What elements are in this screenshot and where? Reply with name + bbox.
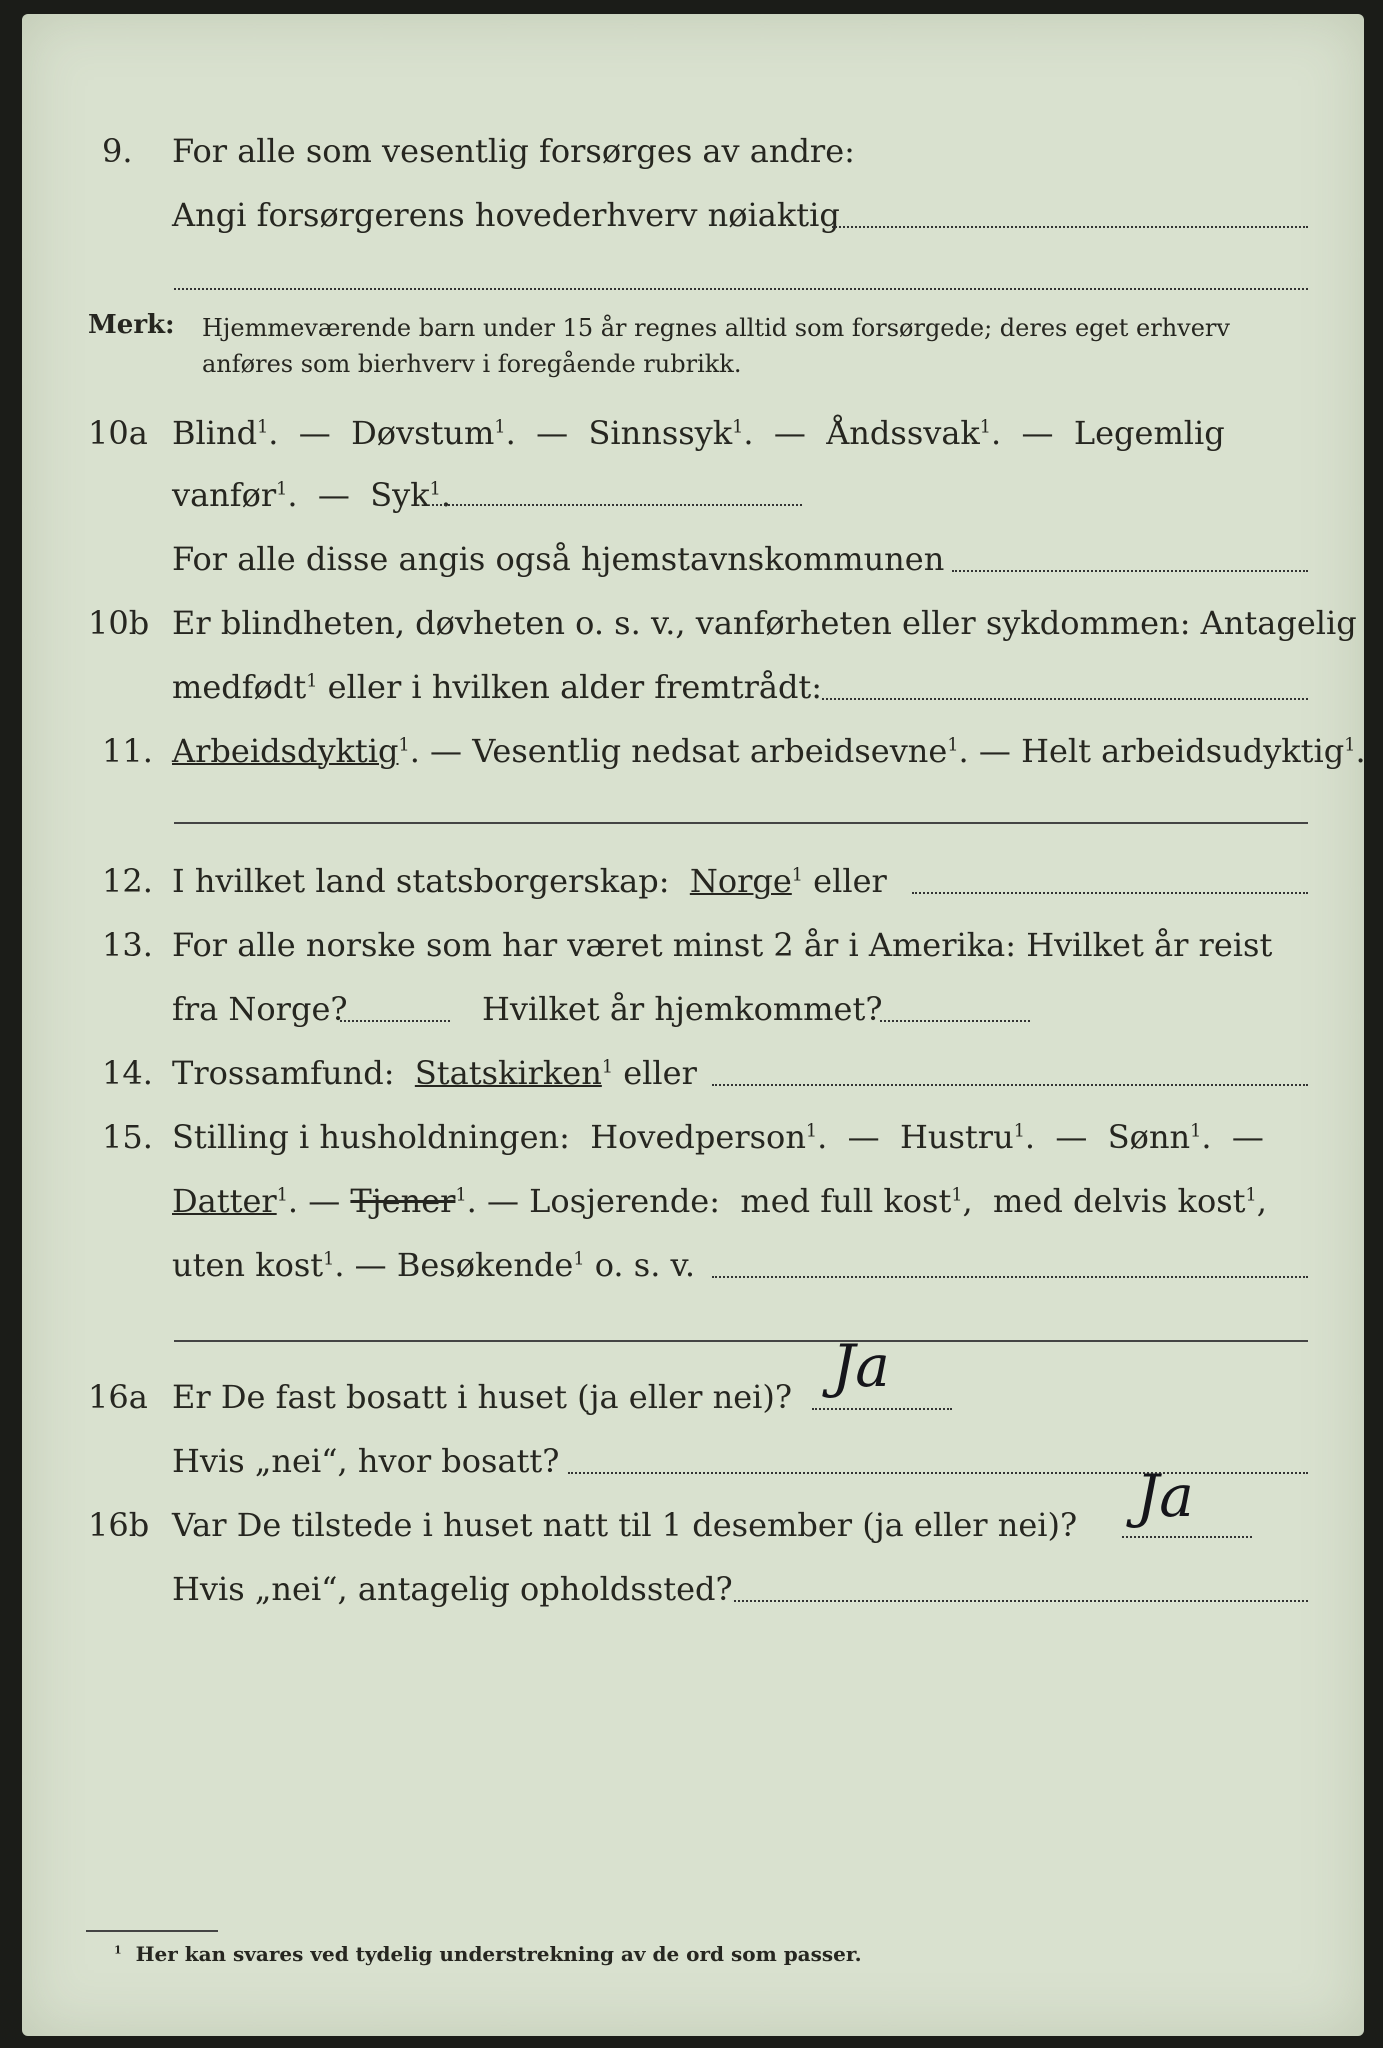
option-blind[interactable]: Blind [172,414,258,452]
item-12-answer-line[interactable] [912,892,1308,894]
item-16a-answer-line[interactable] [812,1408,952,1410]
option-datter[interactable]: Datter [172,1182,277,1220]
option-legemlig[interactable]: Legemlig [1073,414,1225,452]
item-12-number: 12. [102,862,153,900]
item-11-number: 11. [102,732,153,770]
item-14-number: 14. [102,1054,153,1092]
option-norge[interactable]: Norge [689,862,792,900]
item-9-question: Angi forsørgerens hovederhverv nøiaktig [172,196,840,234]
option-sonn[interactable]: Sønn [1107,1118,1191,1156]
merk-label: Merk: [88,310,175,340]
item-16b-number: 16b [88,1506,150,1544]
item-15-line-2: Datter$^1$. — Tjener$^1$. — Losjerende: med full kost$^1$, med delvis kost$^1$, [172,1182,1267,1220]
item-9-answer-line[interactable] [832,226,1308,228]
option-vanfor[interactable]: vanfør [172,476,277,514]
option-delvis-kost[interactable]: med delvis kost [993,1182,1246,1220]
option-arbeidsdyktig[interactable]: Arbeidsdyktig [172,732,399,770]
item-16b-opholdssted-line[interactable] [734,1600,1308,1602]
divider [174,822,1308,824]
item-13-hjemkommet-line[interactable] [880,1020,1030,1022]
item-16a-line-2: Hvis „nei“, hvor bosatt? [172,1442,560,1480]
item-10a-number: 10a [88,414,148,452]
option-dovstum[interactable]: Døvstum [351,414,495,452]
item-10a-line-3: For alle disse angis også hjemstavnskommunen [172,540,945,578]
option-full-kost[interactable]: med full kost [740,1182,952,1220]
merk-text-2: anføres som bierhverv i foregående rubrikk. [202,350,742,378]
item-14-answer-line[interactable] [712,1084,1308,1086]
option-andssvak[interactable]: Åndssvak [826,414,980,452]
option-nedsat-arbeidsevne[interactable]: Vesentlig nedsat arbeidsevne [472,732,948,770]
option-tjener[interactable]: Tjener [350,1182,456,1220]
item-10b-number: 10b [88,604,150,642]
item-15-line-3: uten kost$^1$. — Besøkende$^1$ o. s. v. [172,1246,695,1284]
item-10a-line-1: Blind$^1$. — Døvstum$^1$. — Sinnssyk$^1$. — Åndssvak$^1$. — Legemlig [172,414,1225,452]
item-9-text: For alle som vesentlig forsørges av andre: [172,132,855,170]
item-16a-handwritten-answer[interactable]: Ja [832,1332,890,1400]
divider [174,1340,1308,1342]
item-13-number: 13. [102,926,153,964]
option-sinnssyk[interactable]: Sinnssyk [588,414,733,452]
item-13-line-1: For alle norske som har været minst 2 år i Amerika: Hvilket år reist [172,926,1273,964]
option-hustru[interactable]: Hustru [899,1118,1014,1156]
merk-text-1: Hjemmeværende barn under 15 år regnes alltid som forsørgede; deres eget erhverv [202,314,1230,342]
footnote: $^1$ Her kan svares ved tydelig understrekning av de ord som passer. [114,1942,862,1966]
item-16a-number: 16a [88,1378,148,1416]
item-11-line: Arbeidsdyktig$^1$. — Vesentlig nedsat arbeidsevne$^1$. — Helt arbeidsudyktig$^1$. [172,732,1366,770]
item-13-line-2a: fra Norge? [172,990,348,1028]
item-16b-line-1: Var De tilstede i huset natt til 1 desember (ja eller nei)? [172,1506,1078,1544]
item-13-line-2b: Hvilket år hjemkommet? [482,990,883,1028]
footnote-rule [86,1930,218,1932]
item-13-reist-line[interactable] [340,1020,450,1022]
item-16b-handwritten-answer[interactable]: Ja [1136,1462,1194,1530]
item-14-line: Trossamfund: Statskirken$^1$ eller [172,1054,697,1092]
item-16b-line-2: Hvis „nei“, antagelig opholdssted? [172,1570,733,1608]
option-arbeidsudyktig[interactable]: Helt arbeidsudyktig [1021,732,1345,770]
item-10b-line-1: Er blindheten, døvheten o. s. v., vanførheten eller sykdommen: Antagelig [172,604,1357,642]
item-9-answer-line-2[interactable] [174,288,1308,290]
item-10b-line-2: medfødt$^1$ eller i hvilken alder fremtrådt: [172,668,823,706]
item-15-line-1: Stilling i husholdningen: Hovedperson$^1$. — Hustru$^1$. — Sønn$^1$. — [172,1118,1264,1156]
item-16a-bosatt-line[interactable] [568,1472,1308,1474]
item-15-number: 15. [102,1118,153,1156]
option-hovedperson[interactable]: Hovedperson [590,1118,806,1156]
option-statskirken[interactable]: Statskirken [414,1054,602,1092]
option-besokende[interactable]: Besøkende [396,1246,574,1284]
item-12-line: I hvilket land statsborgerskap: Norge$^1$ eller [172,862,887,900]
item-16b-answer-line[interactable] [1122,1536,1252,1538]
item-10a-answer-line[interactable] [432,504,802,506]
option-uten-kost[interactable]: uten kost [172,1246,324,1284]
census-form-page [22,14,1364,2036]
item-10a-kommune-line[interactable] [952,570,1308,572]
item-10b-answer-line[interactable] [822,698,1308,700]
item-15-answer-line[interactable] [712,1276,1308,1278]
item-10a-line-2: vanfør$^1$. — Syk$^1$. [172,476,451,514]
item-16a-line-1: Er De fast bosatt i huset (ja eller nei)? [172,1378,793,1416]
option-syk[interactable]: Syk [370,476,430,514]
item-9-number: 9. [102,132,133,170]
